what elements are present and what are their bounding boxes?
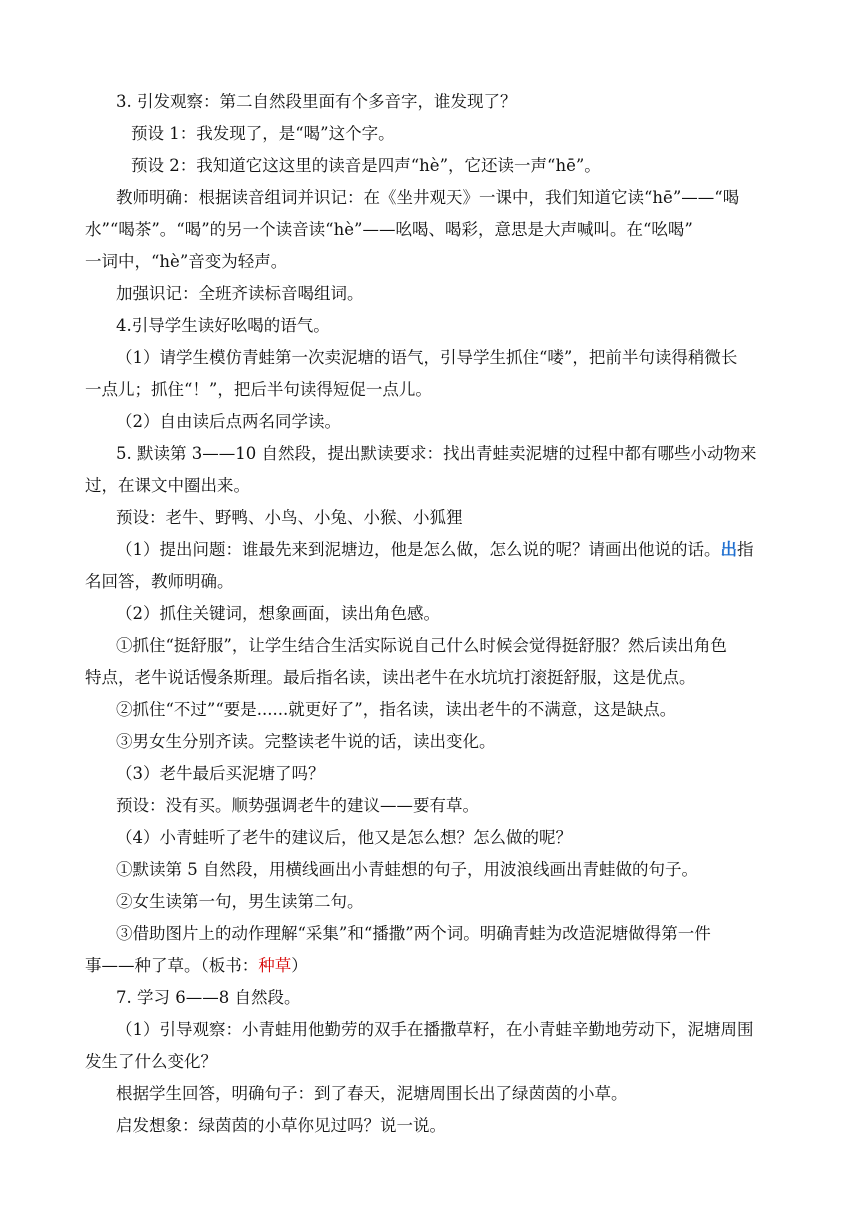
paragraph-line: （2）抓住关键词，想象画面，读出角色感。	[116, 604, 440, 623]
paragraph-line: 启发想象：绿茵茵的小草你见过吗？说一说。	[116, 1116, 446, 1135]
paragraph-line: （1）引导观察：小青蛙用他勤劳的双手在播撒草籽，在小青蛙辛勤地劳动下，泥塘周围	[116, 1020, 754, 1039]
paragraph-line: ①默读第 5 自然段，用横线画出小青蛙想的句子，用波浪线画出青蛙做的句子。	[116, 860, 698, 879]
paragraph-line: 过，在课文中圈出来。	[85, 476, 250, 495]
paragraph-line	[116, 540, 754, 560]
paragraph-line: ③男女生分别齐读。完整读老牛说的话，读出变化。	[116, 732, 496, 751]
board-note: 种草	[258, 956, 292, 975]
board-prefix: 事——种了草。（板书：	[85, 956, 259, 975]
paragraph-line: 一词中，“hè”音变为轻声。	[85, 252, 288, 271]
paragraph-line: 预设：老牛、野鸭、小鸟、小兔、小猴、小狐狸	[116, 508, 463, 527]
paragraph-line: ②抓住“不过”“要是......就更好了”，指名读，读出老牛的不满意，这是缺点。	[116, 700, 677, 719]
question-text: （1）提出问题：谁最先来到泥塘边，他是怎么做，怎么说的呢？请画出他说的话。	[116, 540, 721, 559]
paragraph-line: 水”“喝茶”。“喝”的另一个读音读“hè”——吆喝、喝彩，意思是大声喊叫。在“吆喝”	[85, 220, 693, 239]
paragraph-line: 4.引导学生读好吆喝的语气。	[116, 316, 330, 335]
paragraph-line: 一点儿；抓住“！”，把后半句读得短促一点儿。	[85, 380, 432, 399]
paragraph-line: ③借助图片上的动作理解“采集”和“播撒”两个词。明确青蛙为改造泥塘做得第一件	[116, 924, 711, 943]
paragraph-line: 特点，老牛说话慢条斯理。最后指名读，读出老牛在水坑坑打滚挺舒服，这是优点。	[85, 668, 696, 687]
paragraph-line: 加强识记：全班齐读标音喝组词。	[116, 284, 364, 303]
paragraph-line: 名回答，教师明确。	[85, 572, 234, 591]
paragraph-line: （1）请学生模仿青蛙第一次卖泥塘的语气，引导学生抓住“喽”，把前半句读得稍微长	[116, 348, 738, 367]
paragraph-line: 发生了什么变化？	[85, 1052, 217, 1071]
board-suffix: ）	[291, 956, 308, 975]
paragraph-line: 5. 默读第 3——10 自然段，提出默读要求：找出青蛙卖泥塘的过程中都有哪些小动物来	[116, 444, 757, 463]
paragraph-line: （4）小青蛙听了老牛的建议后，他又是怎么想？怎么做的呢？	[116, 828, 572, 847]
line-end-char: 指	[737, 540, 754, 559]
paragraph-line: 3. 引发观察：第二自然段里面有个多音字，谁发现了？	[116, 92, 517, 111]
paragraph-line: 预设：没有买。顺势强调老牛的建议——要有草。	[116, 796, 479, 815]
blue-mark-char: 出	[720, 540, 737, 559]
paragraph-line	[85, 956, 308, 976]
paragraph-line: ①抓住“挺舒服”，让学生结合生活实际说自己什么时候会觉得挺舒服？然后读出角色	[116, 636, 727, 655]
paragraph-line: 预设 1：我发现了，是“喝”这个字。	[131, 124, 395, 143]
paragraph-line: （3）老牛最后买泥塘了吗？	[116, 764, 325, 783]
paragraph-line: 根据学生回答，明确句子：到了春天，泥塘周围长出了绿茵茵的小草。	[116, 1084, 628, 1103]
paragraph-line: 教师明确：根据读音组词并识记：在《坐井观天》一课中，我们知道它读“hē”——“喝	[116, 188, 740, 207]
paragraph-line: 7. 学习 6——8 自然段。	[116, 988, 301, 1007]
paragraph-line: （2）自由读后点两名同学读。	[116, 412, 341, 431]
paragraph-line: ②女生读第一句，男生读第二句。	[116, 892, 364, 911]
paragraph-line: 预设 2：我知道它这这里的读音是四声“hè”，它还读一声“hē”。	[131, 156, 601, 175]
